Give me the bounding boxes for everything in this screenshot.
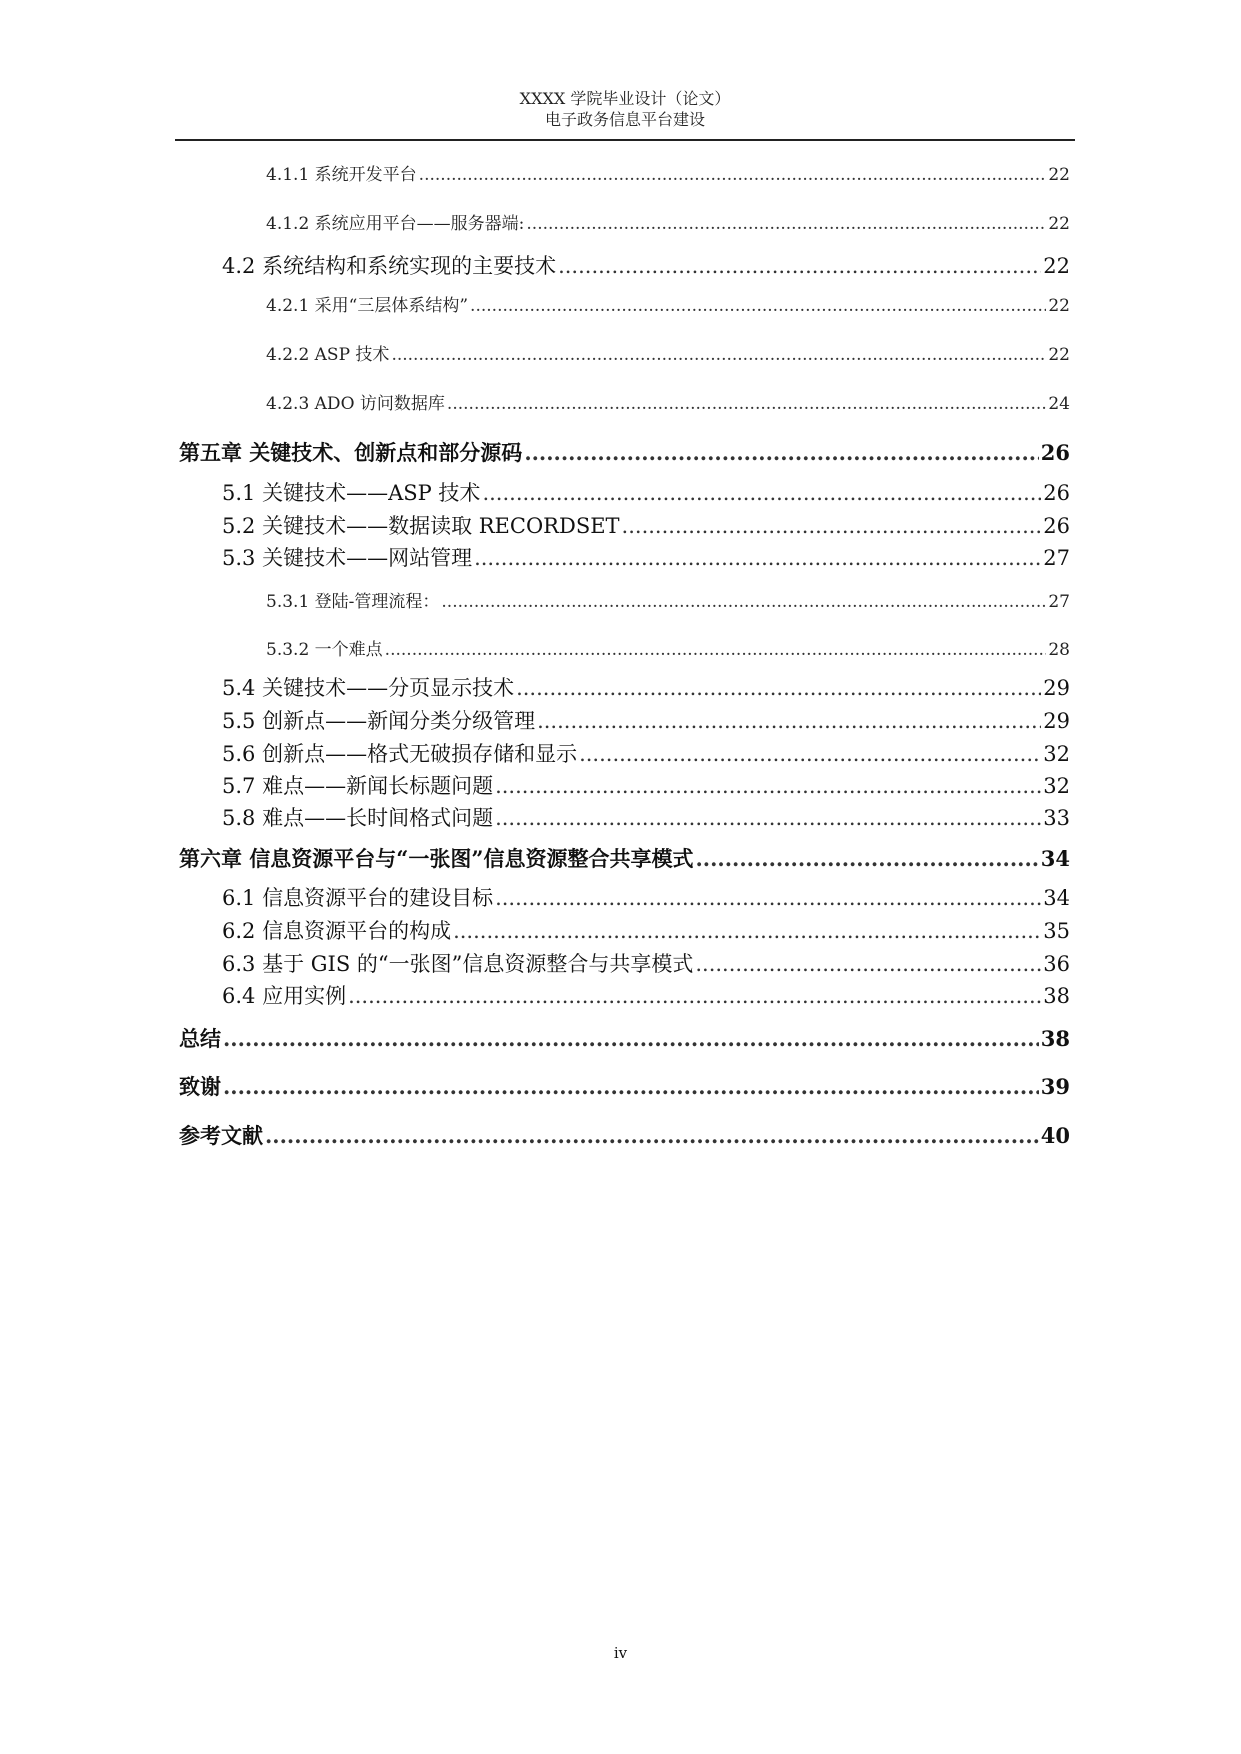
toc-entry-page: 22: [1048, 345, 1070, 365]
toc-entry[interactable]: [222, 770, 1070, 800]
toc-entry-page: 34: [1040, 846, 1070, 871]
toc-entry-title: 第六章 信息资源平台与“一张图”信息资源整合共享模式: [179, 846, 694, 871]
toc-entry[interactable]: [222, 705, 1070, 735]
toc-entry-title: 5.2 关键技术——数据读取 RECORDSET: [222, 514, 620, 538]
toc-leader-dots: [474, 546, 1041, 570]
toc-entry[interactable]: [222, 510, 1070, 540]
toc-entry[interactable]: [179, 1023, 1070, 1053]
toc-entry-title: 4.1.1 系统开发平台: [266, 165, 417, 185]
toc-entry-page: 22: [1048, 165, 1070, 185]
toc-leader-dots: [537, 709, 1041, 733]
running-header: [175, 88, 1075, 130]
toc-entry-page: 35: [1043, 919, 1070, 943]
toc-entry-page: 29: [1043, 709, 1070, 733]
toc-leader-dots: [419, 165, 1047, 185]
toc-entry[interactable]: [222, 738, 1070, 768]
toc-entry[interactable]: [179, 843, 1070, 873]
toc-entry[interactable]: [179, 437, 1070, 467]
toc-entry-page: 36: [1043, 952, 1070, 976]
header-divider: [175, 139, 1075, 141]
toc-leader-dots: [622, 514, 1042, 538]
toc-entry-title: 参考文献: [179, 1123, 263, 1148]
toc-entry[interactable]: [266, 389, 1070, 414]
toc-entry-page: 26: [1043, 514, 1070, 538]
toc-entry-title: 4.2.2 ASP 技术: [266, 345, 390, 365]
toc-entry-title: 4.1.2 系统应用平台——服务器端:: [266, 214, 525, 234]
toc-entry-title: 4.2.1 采用“三层体系结构”: [266, 296, 469, 316]
toc-entry-title: 6.2 信息资源平台的构成: [222, 919, 452, 943]
toc-leader-dots: [495, 806, 1041, 830]
toc-entry-page: 22: [1043, 254, 1070, 278]
toc-leader-dots: [223, 1074, 1039, 1099]
toc-entry-title: 总结: [179, 1026, 221, 1051]
toc-entry[interactable]: [266, 587, 1070, 612]
toc-leader-dots: [695, 952, 1041, 976]
toc-entry-title: 5.6 创新点——格式无破损存储和显示: [222, 742, 578, 766]
toc-entry-page: 38: [1040, 1026, 1070, 1051]
toc-entry-title: 5.1 关键技术——ASP 技术: [222, 481, 481, 505]
toc-entry[interactable]: [222, 250, 1070, 280]
toc-leader-dots: [482, 481, 1041, 505]
toc-entry-title: 6.1 信息资源平台的建设目标: [222, 886, 494, 910]
toc-entry[interactable]: [222, 980, 1070, 1010]
toc-leader-dots: [447, 394, 1046, 414]
toc-entry[interactable]: [222, 948, 1070, 978]
header-thesis-title: 电子政务信息平台建设: [544, 110, 705, 129]
toc-entry[interactable]: [179, 1120, 1070, 1150]
toc-entry-page: 33: [1043, 806, 1070, 830]
toc-entry-title: 5.7 难点——新闻长标题问题: [222, 774, 494, 798]
toc-entry-page: 32: [1043, 742, 1070, 766]
toc-entry[interactable]: [222, 672, 1070, 702]
toc-entry[interactable]: [222, 542, 1070, 572]
toc-entry[interactable]: [266, 635, 1070, 660]
header-school-line: XXXX 学院毕业设计（论文）: [519, 89, 731, 108]
toc-entry-page: 22: [1048, 296, 1070, 316]
toc-leader-dots: [495, 886, 1041, 910]
toc-entry[interactable]: [266, 340, 1070, 365]
toc-entry-title: 6.3 基于 GIS 的“一张图”信息资源整合与共享模式: [222, 952, 694, 976]
toc-entry-page: 28: [1048, 640, 1070, 660]
toc-entry-title: 5.8 难点——长时间格式问题: [222, 806, 494, 830]
toc-entry-page: 26: [1043, 481, 1070, 505]
toc-leader-dots: [526, 214, 1046, 234]
toc-entry-page: 39: [1040, 1074, 1070, 1099]
toc-entry-page: 32: [1043, 774, 1070, 798]
toc-entry-title: 5.3.2 一个难点: [266, 640, 383, 660]
toc-leader-dots: [265, 1123, 1039, 1148]
toc-entry[interactable]: [266, 209, 1070, 234]
toc-entry-page: 24: [1048, 394, 1070, 414]
toc-leader-dots: [470, 296, 1046, 316]
toc-entry[interactable]: [266, 291, 1070, 316]
page-number: iv: [613, 1644, 628, 1662]
toc-entry-title: 5.5 创新点——新闻分类分级管理: [222, 709, 536, 733]
toc-entry[interactable]: [222, 477, 1070, 507]
toc-leader-dots: [524, 440, 1038, 465]
toc-leader-dots: [385, 640, 1047, 660]
toc-entry-page: 22: [1048, 214, 1070, 234]
toc-entry-page: 34: [1043, 886, 1070, 910]
toc-entry-page: 26: [1040, 440, 1070, 465]
toc-entry-title: 4.2 系统结构和系统实现的主要技术: [222, 254, 557, 278]
toc-entry-page: 27: [1048, 592, 1070, 612]
toc-entry-page: 40: [1040, 1123, 1070, 1148]
toc-entry-page: 29: [1043, 676, 1070, 700]
toc-leader-dots: [495, 774, 1041, 798]
toc-entry-title: 第五章 关键技术、创新点和部分源码: [179, 440, 523, 465]
toc-leader-dots: [223, 1026, 1039, 1051]
toc-entry[interactable]: [266, 160, 1070, 185]
toc-leader-dots: [348, 984, 1041, 1008]
toc-entry[interactable]: [179, 1071, 1070, 1101]
toc-leader-dots: [391, 345, 1046, 365]
toc-entry-page: 27: [1043, 546, 1070, 570]
toc-leader-dots: [441, 592, 1046, 612]
toc-entry-title: 致谢: [179, 1074, 221, 1099]
toc-entry-title: 4.2.3 ADO 访问数据库: [266, 394, 445, 414]
toc-entry-title: 6.4 应用实例: [222, 984, 347, 1008]
toc-entry[interactable]: [222, 802, 1070, 832]
toc-entry-title: 5.4 关键技术——分页显示技术: [222, 676, 515, 700]
toc-entry-title: 5.3.1 登陆-管理流程：: [266, 592, 440, 612]
toc-entry-page: 38: [1043, 984, 1070, 1008]
toc-leader-dots: [579, 742, 1041, 766]
toc-leader-dots: [558, 254, 1041, 278]
toc-leader-dots: [695, 846, 1038, 871]
toc-entry-title: 5.3 关键技术——网站管理: [222, 546, 473, 570]
toc-leader-dots: [453, 919, 1041, 943]
toc-entry[interactable]: [222, 882, 1070, 912]
toc-leader-dots: [516, 676, 1041, 700]
toc-entry[interactable]: [222, 915, 1070, 945]
